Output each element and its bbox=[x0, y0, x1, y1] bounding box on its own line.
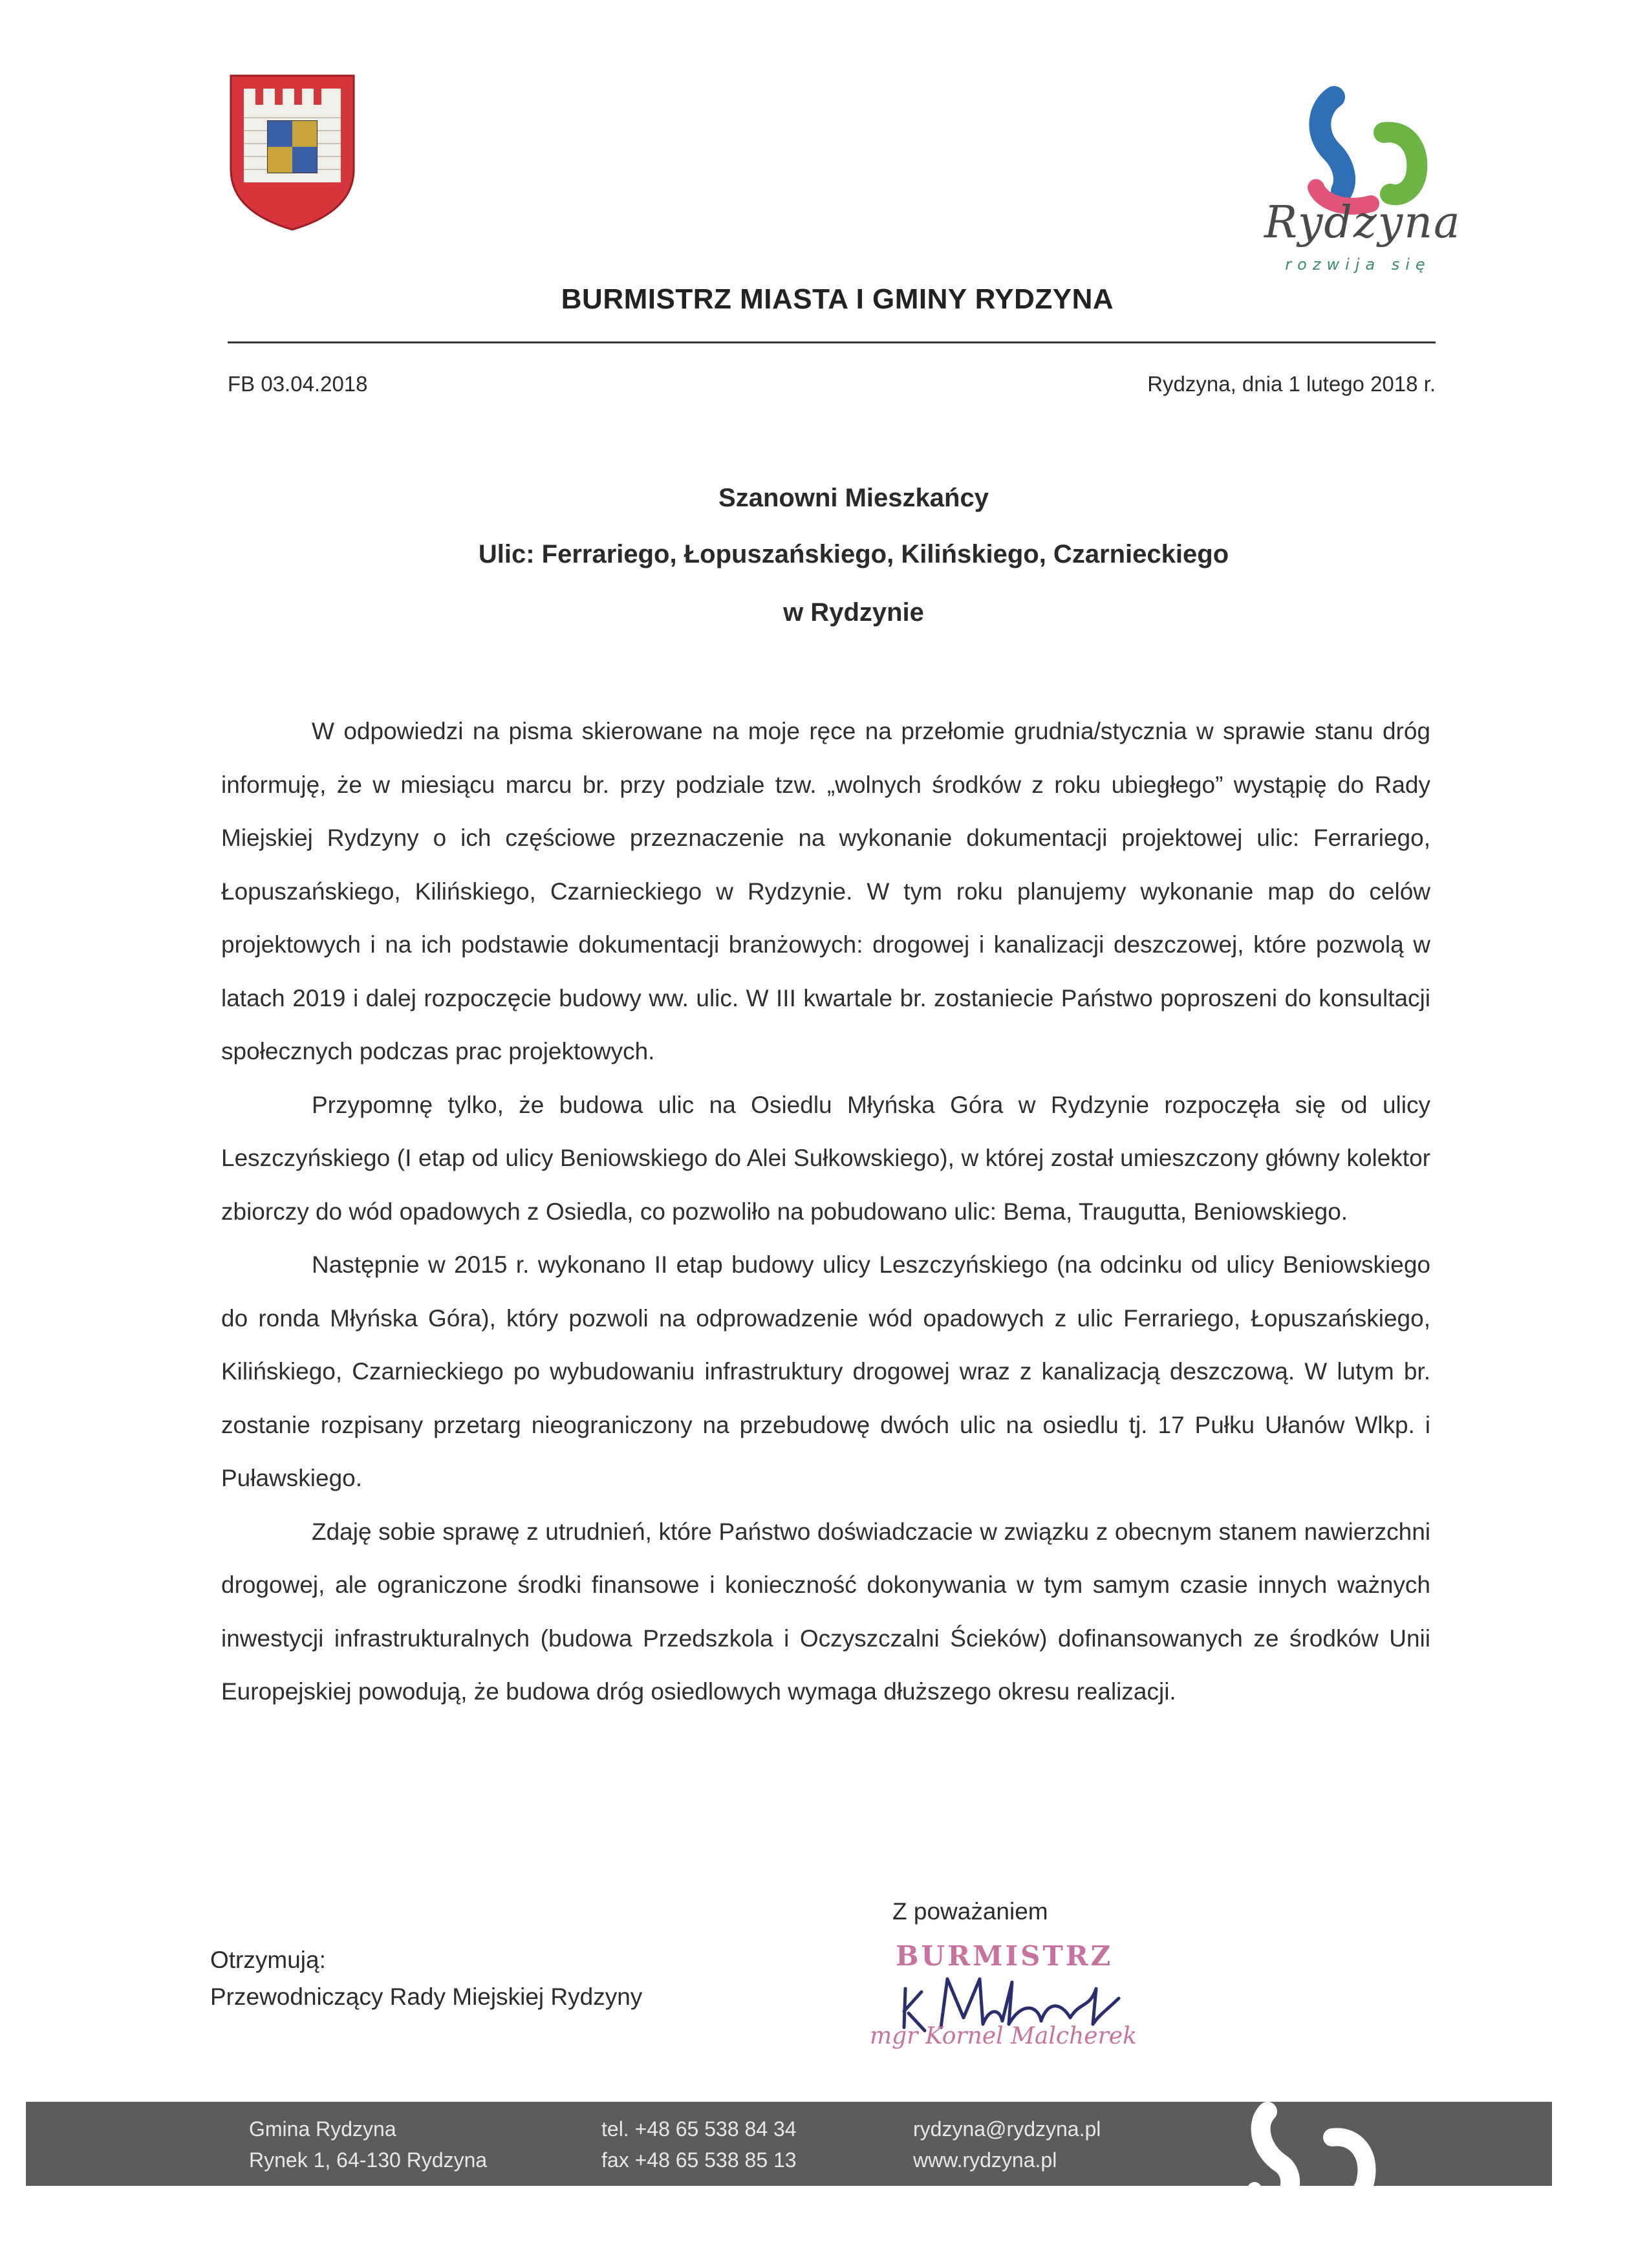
body-paragraph-3: Następnie w 2015 r. wykonano II etap budowy ulicy Leszczyńskiego (na odcinku od ulicy Beniowskiego do ronda Młyńska Góra), który pozwoli na odprowadzenie wód opadowych z ulic Ferrariego, Łopuszańskiego, Kilińskiego, Czarnieckiego po wybudowaniu infrastruktury drogowej wraz z kanalizacją deszczową. W lutym br. zostanie rozpisany przetarg nieograniczony na przebudowę dwóch ulic na osiedlu tj. 17 Pułku Ułanów Wlkp. i Puławskiego. bbox=[221, 1251, 1430, 1491]
closing-greeting: Z poważaniem bbox=[892, 1898, 1048, 1925]
recipient-item: Przewodniczący Rady Miejskiej Rydzyny bbox=[210, 1983, 643, 2010]
recipients-label: Otrzymują: bbox=[210, 1947, 326, 1973]
footer-contact bbox=[913, 2113, 1101, 2176]
logo-wordmark: Rydzyna bbox=[1264, 197, 1461, 248]
stamp-title: BURMISTRZ bbox=[896, 1940, 1114, 1972]
footer-org: Gmina Rydzyna bbox=[249, 2117, 396, 2141]
stamp-name: mgr Kornel Malcherek bbox=[870, 2023, 1137, 2049]
footer-logo-icon bbox=[1216, 2086, 1423, 2221]
body-paragraph-1: W odpowiedzi na pisma skierowane na moje ręce na przełomie grudnia/stycznia w sprawie stanu dróg informuję, że w miesiącu marcu br. przy podziale tzw. „wolnych środków z roku ubiegłego” wystąpię do Rady Miejskiej Rydzyny o ich częściowe przeznaczenie na wykonanie dokumentacji projektowej ulic: Ferrariego, Łopuszańskiego, Kilińskiego, Czarnieckiego w Rydzynie. W tym roku planujemy wykonanie map do celów projektowych i na ich podstawie dokumentacji branżowych: drogowej i kanalizacji deszczowej, które pozwolą w latach 2019 i dalej rozpoczęcie budowy ww. ulic. W III kwartale br. zostaniecie Państwo poproszeni do konsultacji społecznych podczas prac projektowych. bbox=[221, 718, 1430, 1064]
place-and-date: Rydzyna, dnia 1 lutego 2018 r. bbox=[1147, 372, 1436, 396]
footer-website: www.rydzyna.pl bbox=[913, 2148, 1057, 2172]
salutation-line-3: w Rydzynie bbox=[783, 598, 924, 627]
salutation-line-2: Ulic: Ferrariego, Łopuszańskiego, Kilińskiego, Czarnieckiego bbox=[478, 540, 1229, 568]
header-divider bbox=[228, 341, 1436, 343]
footer-email: rydzyna@rydzyna.pl bbox=[913, 2117, 1101, 2141]
footer-phones bbox=[601, 2113, 797, 2176]
letter-body bbox=[221, 705, 1430, 1719]
reference-number: FB 03.04.2018 bbox=[228, 372, 368, 396]
salutation-line-1: Szanowni Mieszkańcy bbox=[718, 484, 989, 512]
footer-tel: tel. +48 65 538 84 34 bbox=[601, 2117, 797, 2141]
footer-address bbox=[249, 2113, 487, 2176]
coat-of-arms-icon bbox=[228, 72, 357, 233]
footer-street: Rynek 1, 64-130 Rydzyna bbox=[249, 2148, 488, 2172]
body-paragraph-2: Przypomnę tylko, że budowa ulic na Osiedlu Młyńska Góra w Rydzynie rozpoczęła się od ulicy Leszczyńskiego (I etap od ulicy Beniowskiego do Alei Sułkowskiego), w której został umieszczony główny kolektor zbiorczy do wód opadowych z Osiedla, co pozwoliło na pobudowano ulic: Bema, Traugutta, Beniowskiego. bbox=[221, 1091, 1430, 1225]
footer-fax: fax +48 65 538 85 13 bbox=[601, 2148, 797, 2172]
letterhead-title: BURMISTRZ MIASTA I GMINY RYDZYNA bbox=[561, 283, 1114, 315]
body-paragraph-4: Zdaję sobie sprawę z utrudnień, które Państwo doświadczacie w związku z obecnym stanem nawierzchni drogowej, ale ograniczone środki finansowe i konieczność dokonywania w tym samym czasie innych ważnych inwestycji infrastrukturalnych (budowa Przedszkola i Oczyszczalni Ścieków) dofinansowanych ze środków Unii Europejskiej powodują, że budowa dróg osiedlowych wymaga dłuższego okresu realizacji. bbox=[221, 1518, 1430, 1705]
logo-tagline: rozwija się bbox=[1285, 255, 1431, 274]
